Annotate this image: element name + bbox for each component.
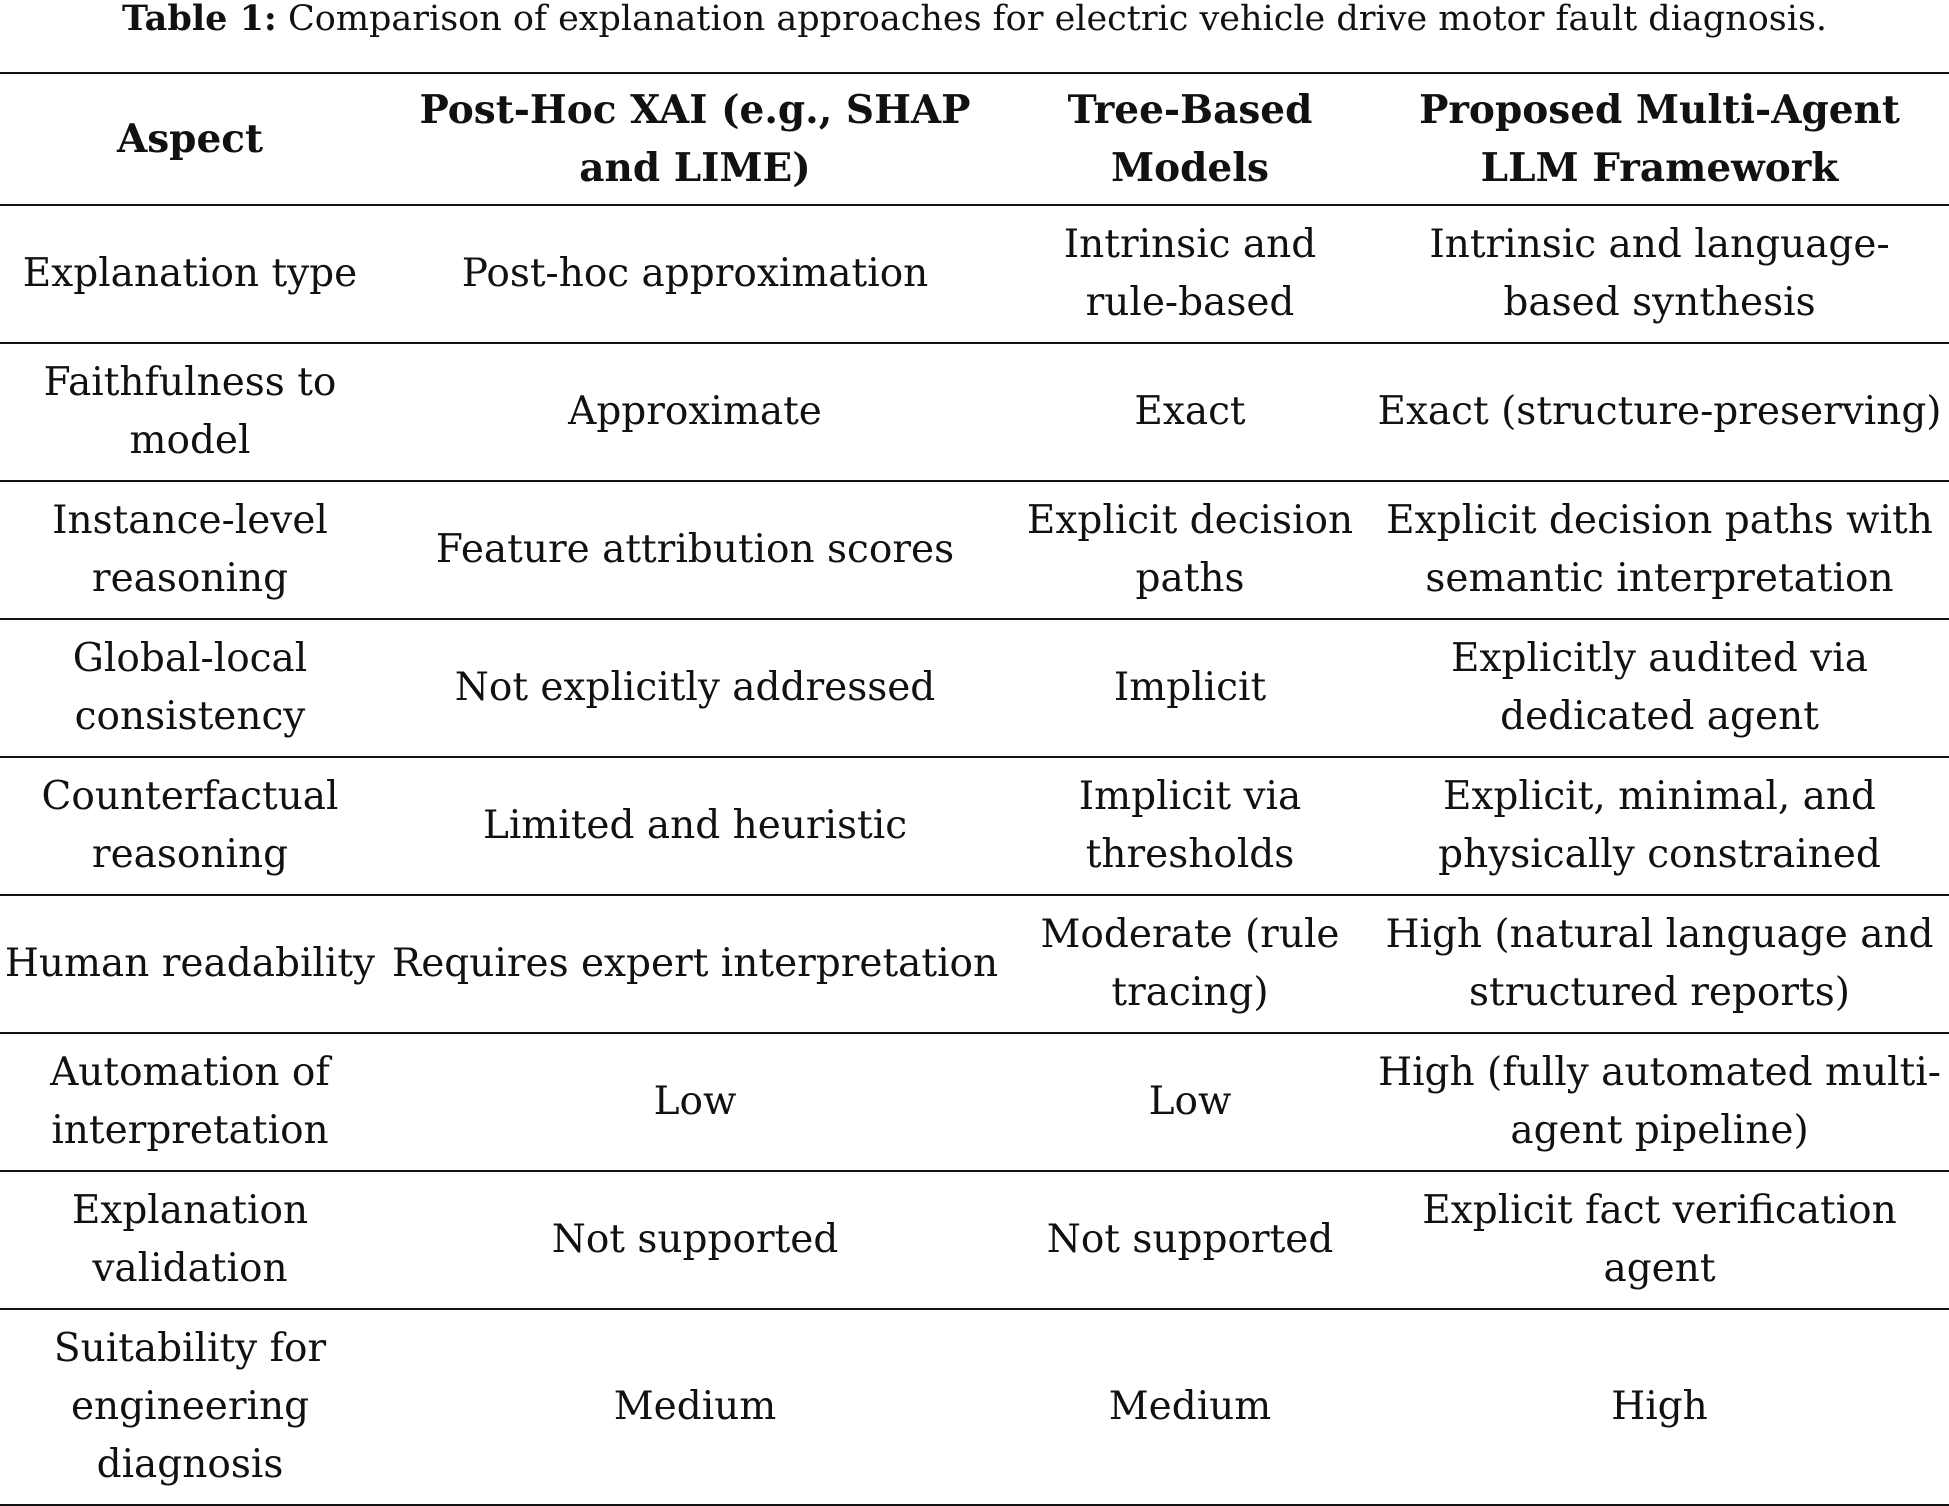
cell-multi-agent-llm: Explicit fact verification agent — [1422, 1188, 1897, 1291]
cell-post-hoc-xai: Limited and heuristic — [482, 803, 908, 848]
cell-tree-based: Low — [1148, 1079, 1232, 1124]
cell-aspect: Faithfulness to model — [43, 360, 337, 463]
table-row — [0, 757, 1949, 895]
cell-multi-agent-llm: Explicit, minimal, and physically constrained — [1438, 774, 1881, 877]
cell-tree-based: Not supported — [1046, 1217, 1334, 1262]
cell-tree-based: Exact — [1134, 389, 1246, 434]
cell-aspect: Instance-level reasoning — [52, 498, 328, 601]
cell-multi-agent-llm: High (natural language and structured reports) — [1385, 912, 1934, 1015]
table-row — [0, 481, 1949, 619]
table-header-row — [0, 73, 1949, 205]
table-caption-text: Comparison of explanation approaches for electric vehicle drive motor fault diagnosis. — [287, 0, 1828, 39]
cell-post-hoc-xai: Post-hoc approximation — [461, 251, 929, 296]
header-aspect: Aspect — [116, 116, 264, 162]
comparison-table — [0, 72, 1949, 1506]
cell-aspect: Human readability — [4, 941, 376, 986]
cell-multi-agent-llm: Intrinsic and language-based synthesis — [1429, 222, 1890, 325]
table-row — [0, 1309, 1949, 1505]
cell-multi-agent-llm: High — [1611, 1384, 1708, 1429]
table-caption-label: Table 1: — [121, 0, 277, 39]
header-multi-agent-llm: Proposed Multi-Agent LLM Framework — [1419, 87, 1900, 191]
cell-tree-based: Moderate (rule tracing) — [1040, 912, 1340, 1015]
cell-post-hoc-xai: Medium — [613, 1384, 777, 1429]
table-row — [0, 1171, 1949, 1309]
table-caption — [0, 0, 1949, 38]
cell-aspect: Counterfactual reasoning — [41, 774, 339, 877]
cell-tree-based: Intrinsic and rule-based — [1063, 222, 1317, 325]
cell-post-hoc-xai: Not supported — [551, 1217, 839, 1262]
table-row — [0, 619, 1949, 757]
cell-post-hoc-xai: Not explicitly addressed — [454, 665, 936, 710]
cell-tree-based: Implicit — [1113, 665, 1267, 710]
cell-aspect: Suitability for engineering diagnosis — [53, 1326, 327, 1487]
cell-post-hoc-xai: Feature attribution scores — [435, 527, 955, 572]
cell-multi-agent-llm: Explicit decision paths with semantic interpretation — [1386, 498, 1933, 601]
cell-multi-agent-llm: Exact (structure-preserving) — [1377, 389, 1942, 434]
cell-post-hoc-xai: Requires expert interpretation — [391, 941, 999, 986]
cell-aspect: Explanation type — [22, 251, 358, 296]
table-row — [0, 895, 1949, 1033]
cell-aspect: Global-local consistency — [72, 636, 308, 739]
header-tree-based: Tree-Based Models — [1067, 87, 1313, 191]
cell-tree-based: Medium — [1108, 1384, 1272, 1429]
cell-multi-agent-llm: Explicitly audited via dedicated agent — [1451, 636, 1868, 739]
cell-tree-based: Explicit decision paths — [1026, 498, 1354, 601]
header-post-hoc-xai: Post-Hoc XAI (e.g., SHAP and LIME) — [419, 87, 971, 191]
table-row — [0, 343, 1949, 481]
cell-multi-agent-llm: High (fully automated multi-agent pipeline) — [1378, 1050, 1941, 1153]
cell-post-hoc-xai: Low — [653, 1079, 737, 1124]
cell-tree-based: Implicit via thresholds — [1078, 774, 1302, 877]
cell-aspect: Automation of interpretation — [50, 1050, 330, 1153]
cell-post-hoc-xai: Approximate — [568, 389, 822, 434]
table-row — [0, 205, 1949, 343]
cell-aspect: Explanation validation — [71, 1188, 309, 1291]
table-row — [0, 1033, 1949, 1171]
